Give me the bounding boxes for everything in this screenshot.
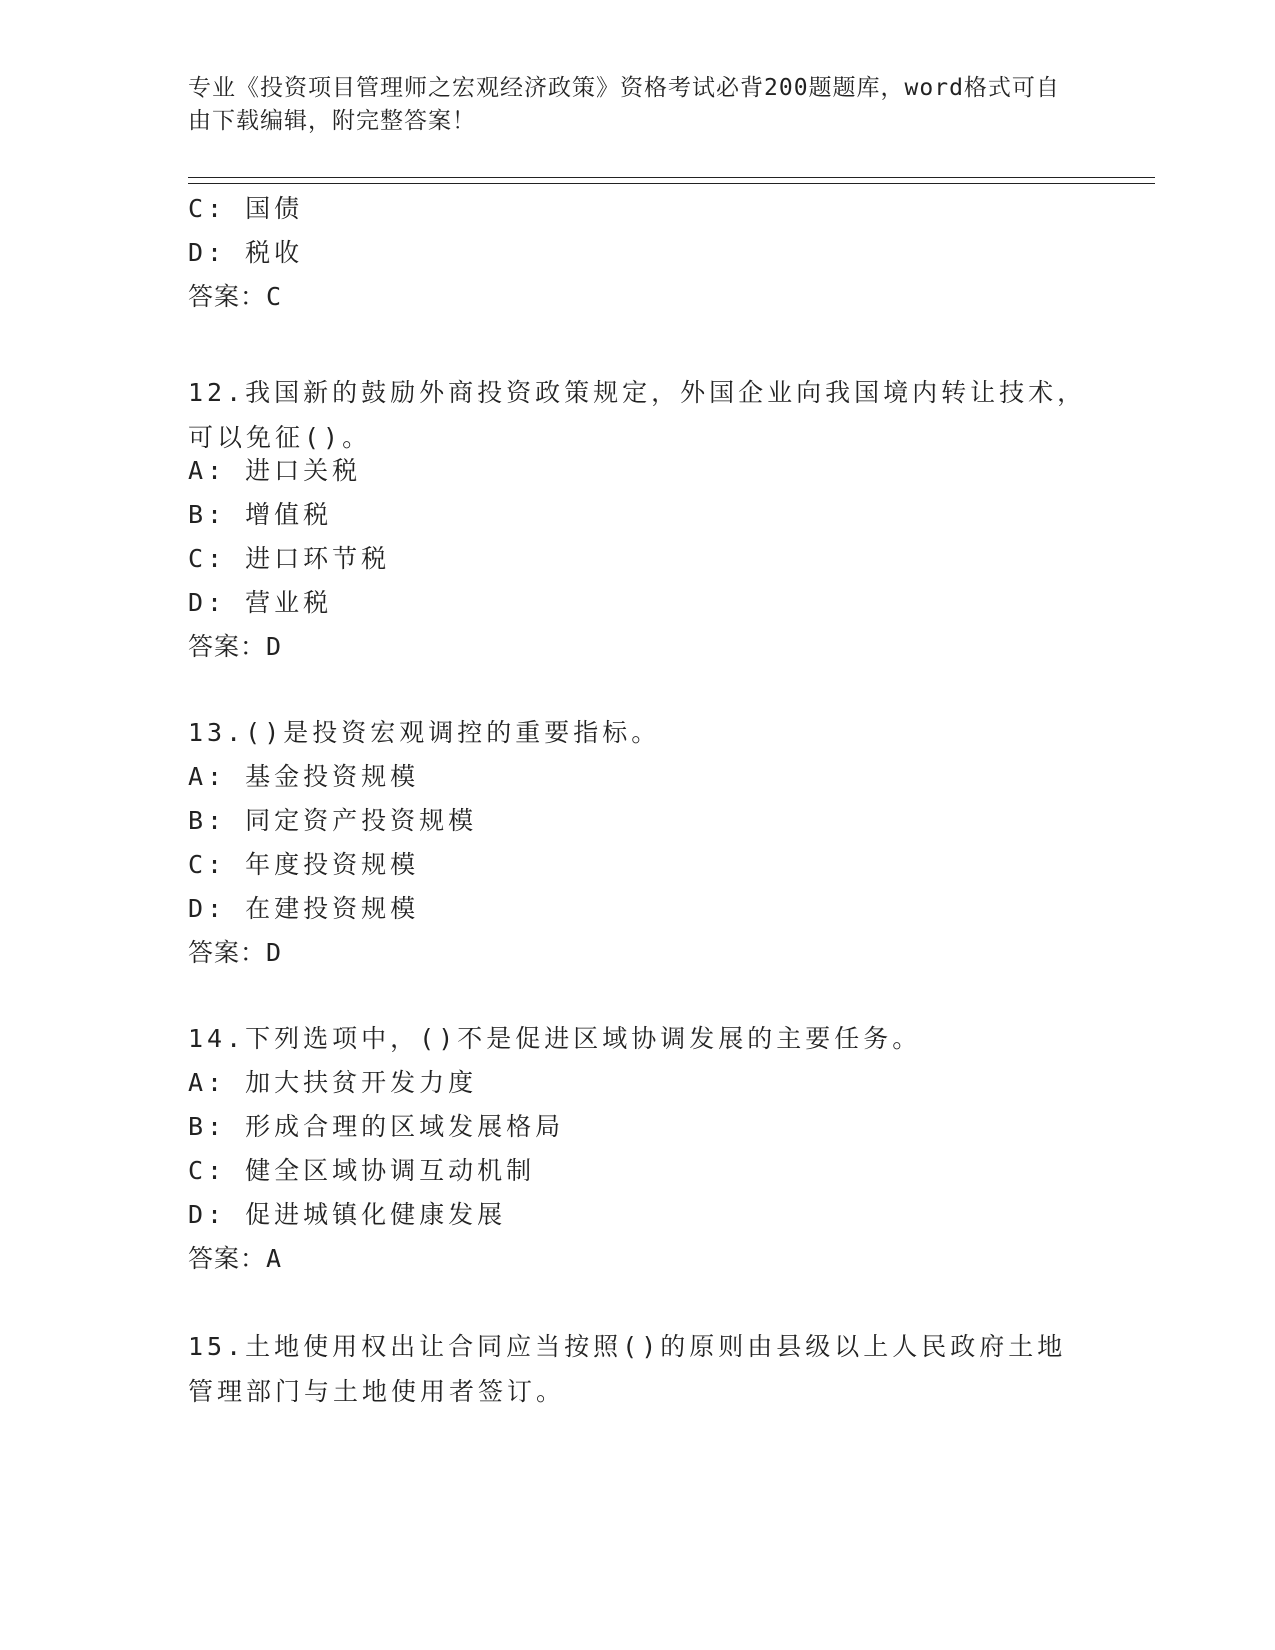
option-d: D: 税收 bbox=[188, 238, 304, 267]
option-b: B: 同定资产投资规模 bbox=[188, 806, 478, 835]
question-stem: 13.()是投资宏观调控的重要指标。 bbox=[188, 718, 661, 747]
answer-line: 答案：C bbox=[188, 282, 283, 311]
document-header: 专业《投资项目管理师之宏观经济政策》资格考试必背200题题库，word格式可自由下载编辑，附完整答案！ bbox=[188, 75, 1060, 134]
question-stem: 14.下列选项中，()不是促进区域协调发展的主要任务。 bbox=[188, 1024, 922, 1053]
answer-line: 答案：D bbox=[188, 632, 283, 661]
option-b: B: 增值税 bbox=[188, 500, 333, 529]
option-b: B: 形成合理的区域发展格局 bbox=[188, 1112, 565, 1141]
option-d: D: 促进城镇化健康发展 bbox=[188, 1200, 507, 1229]
answer-line: 答案：A bbox=[188, 1244, 283, 1273]
option-a: A: 基金投资规模 bbox=[188, 762, 420, 791]
option-c: C: 健全区域协调互动机制 bbox=[188, 1156, 536, 1185]
option-d: D: 营业税 bbox=[188, 588, 333, 617]
option-c: C: 进口环节税 bbox=[188, 544, 391, 573]
option-a: A: 进口关税 bbox=[188, 456, 362, 485]
header-divider-bottom bbox=[188, 183, 1155, 184]
option-d: D: 在建投资规模 bbox=[188, 894, 420, 923]
header-divider-top bbox=[188, 177, 1155, 178]
option-a: A: 加大扶贫开发力度 bbox=[188, 1068, 478, 1097]
answer-line: 答案：D bbox=[188, 938, 283, 967]
option-c: C: 年度投资规模 bbox=[188, 850, 420, 879]
question-stem: 12.我国新的鼓励外商投资政策规定，外国企业向我国境内转让技术，可以免征()。 bbox=[188, 378, 1087, 452]
question-stem: 15.土地使用权出让合同应当按照()的原则由县级以上人民政府土地管理部门与土地使用者签订。 bbox=[188, 1332, 1067, 1406]
option-c: C: 国债 bbox=[188, 194, 304, 223]
